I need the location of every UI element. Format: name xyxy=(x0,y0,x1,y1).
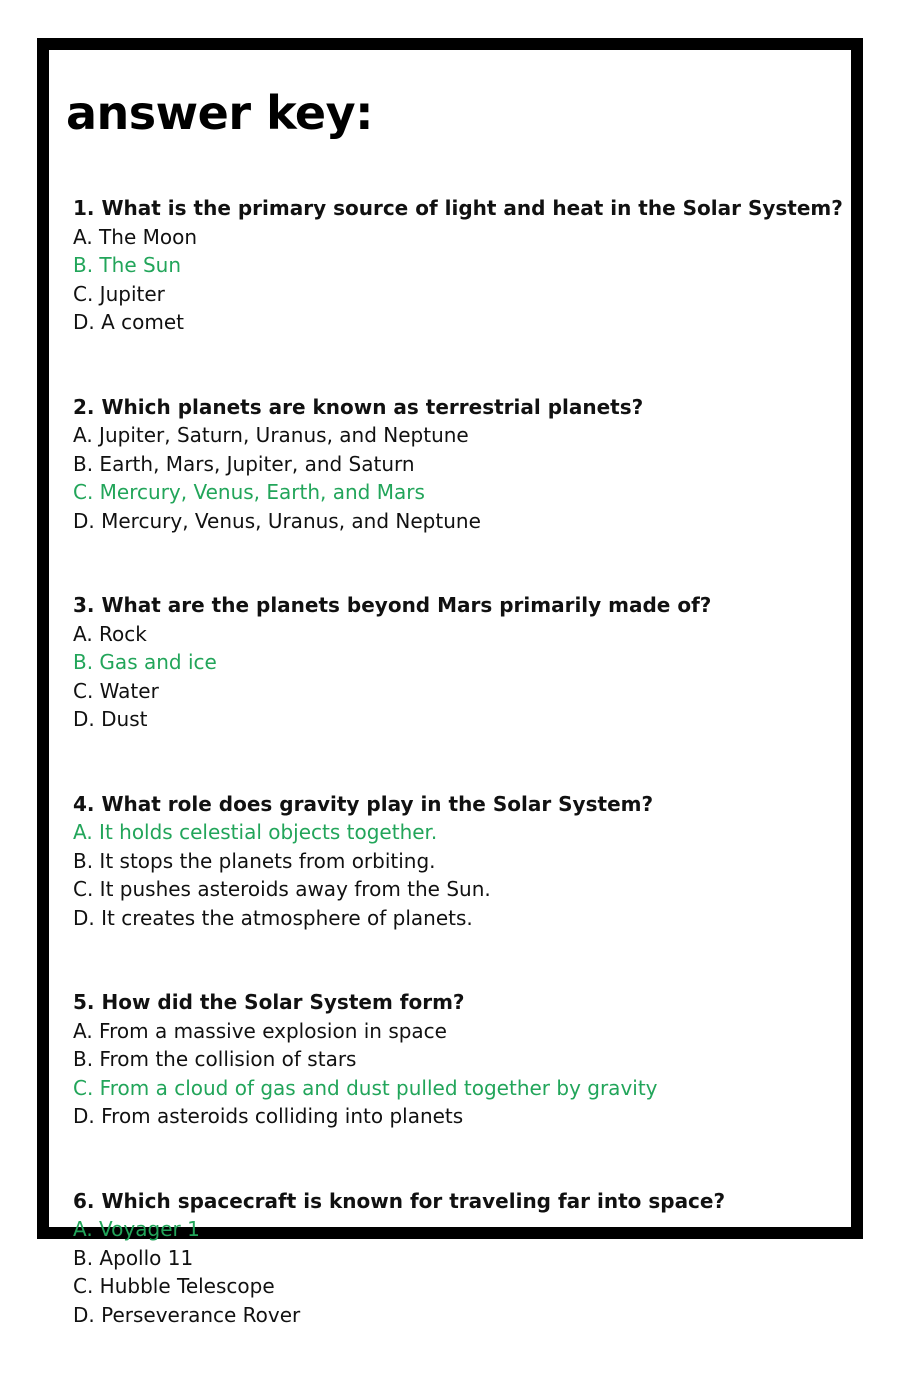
question-5 xyxy=(73,988,853,1131)
answer-option: A. From a massive explosion in space xyxy=(73,1018,447,1043)
question-text: 3. What are the planets beyond Mars primarily made of? xyxy=(73,593,712,617)
answer-option: D. From asteroids colliding into planets xyxy=(73,1104,464,1128)
answer-option: A. Jupiter, Saturn, Uranus, and Neptune xyxy=(73,423,469,447)
answer-option: D. Perseverance Rover xyxy=(73,1302,301,1327)
answer-option: A. It holds celestial objects together. xyxy=(73,820,438,844)
question-text: 4. What role does gravity play in the Solar System? xyxy=(73,791,654,816)
answer-option: B. Earth, Mars, Jupiter, and Saturn xyxy=(73,451,415,476)
question-4 xyxy=(73,790,853,933)
answer-option: C. Hubble Telescope xyxy=(73,1274,275,1298)
answer-option: A. Voyager 1 xyxy=(73,1217,200,1241)
answer-option: C. Mercury, Venus, Earth, and Mars xyxy=(73,480,425,504)
page-title: answer key: xyxy=(66,86,373,140)
answer-option: B. From the collision of stars xyxy=(73,1047,357,1071)
question-1 xyxy=(73,194,853,337)
answer-option: B. It stops the planets from orbiting. xyxy=(73,848,436,873)
answer-option: C. It pushes asteroids away from the Sun. xyxy=(73,877,491,901)
answer-option: B. Gas and ice xyxy=(73,650,217,674)
question-text: 6. Which spacecraft is known for traveling far into space? xyxy=(73,1188,726,1213)
answer-option: C. Water xyxy=(73,678,159,703)
answer-option: B. The Sun xyxy=(73,253,182,277)
answer-option: D. A comet xyxy=(73,310,185,334)
question-text: 5. How did the Solar System form? xyxy=(73,990,465,1014)
question-2 xyxy=(73,393,853,536)
answer-option: D. It creates the atmosphere of planets. xyxy=(73,905,473,930)
answer-option: C. Jupiter xyxy=(73,281,165,306)
answer-option: C. From a cloud of gas and dust pulled together by gravity xyxy=(73,1075,658,1100)
question-text: 2. Which planets are known as terrestrial planets? xyxy=(73,394,644,419)
question-3 xyxy=(73,591,853,734)
answer-option: D. Dust xyxy=(73,707,148,731)
answer-option: D. Mercury, Venus, Uranus, and Neptune xyxy=(73,508,481,533)
question-list xyxy=(73,194,853,1385)
answer-option: B. Apollo 11 xyxy=(73,1245,194,1270)
question-6 xyxy=(73,1187,853,1330)
question-text: 1. What is the primary source of light and heat in the Solar System? xyxy=(73,196,843,220)
answer-option: A. The Moon xyxy=(73,224,198,249)
answer-option: A. Rock xyxy=(73,621,147,646)
